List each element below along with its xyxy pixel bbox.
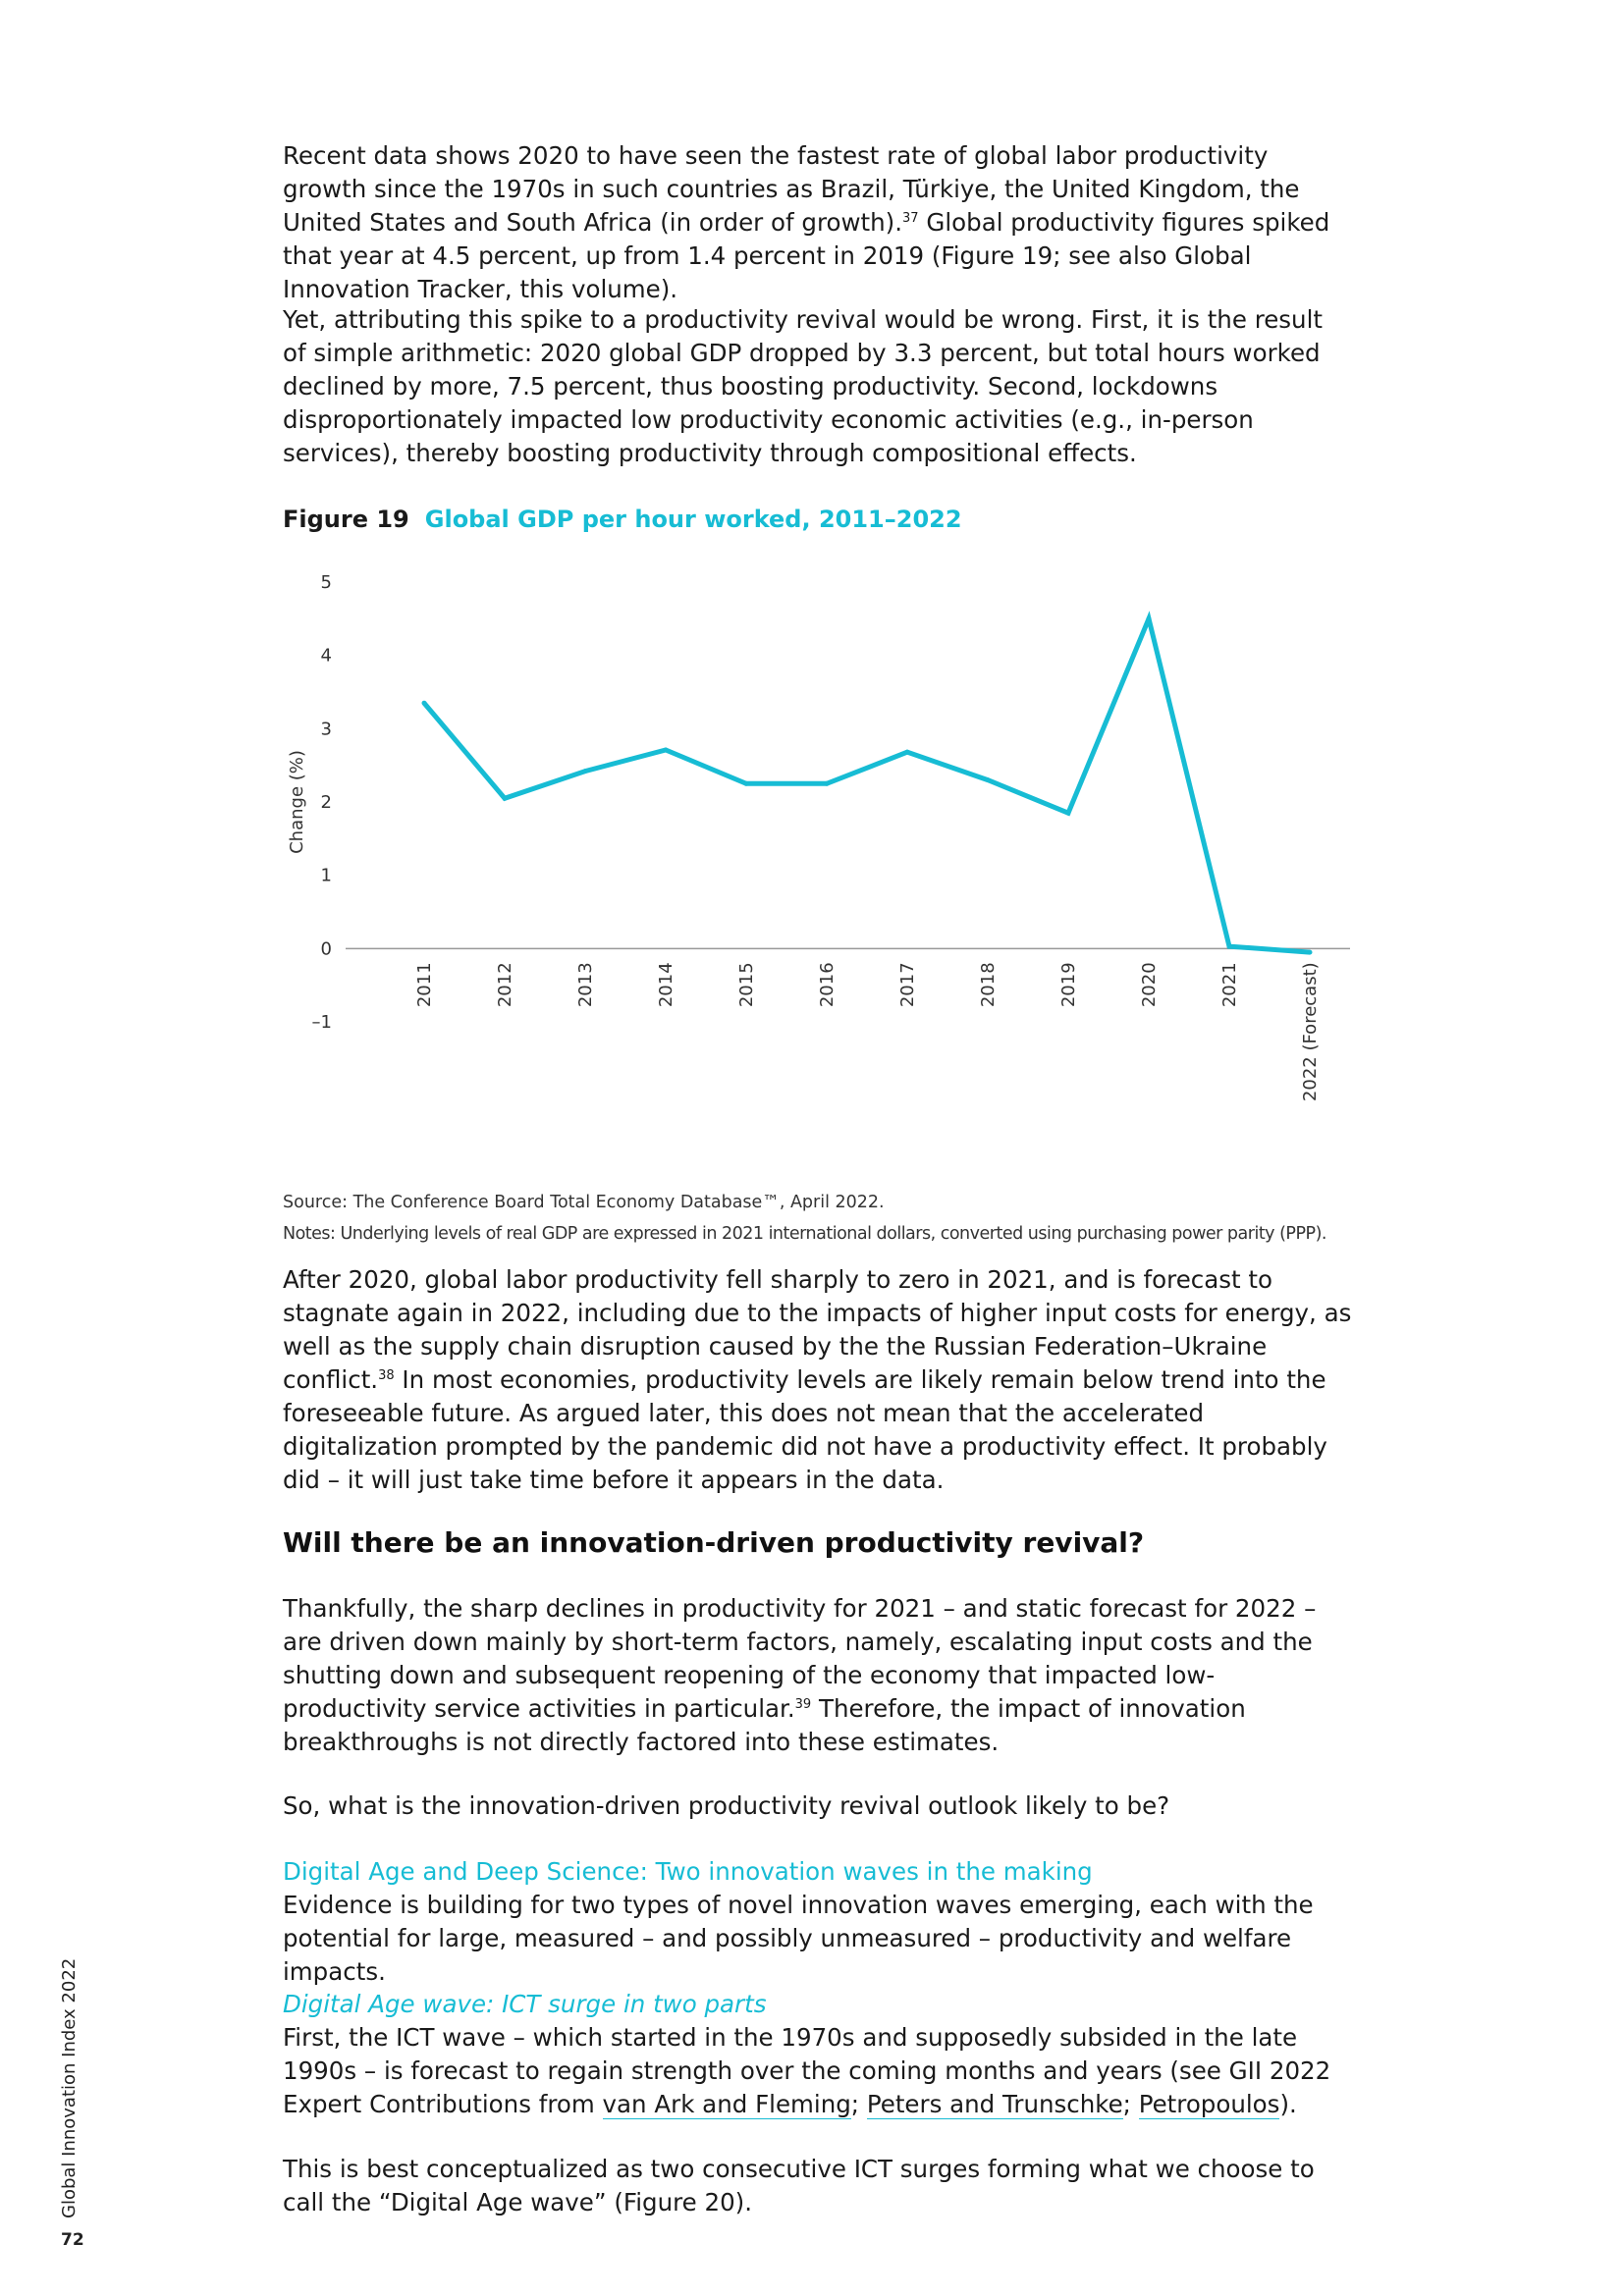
x-tick-label: 2013 (575, 962, 596, 1008)
x-tick-label: 2019 (1058, 962, 1079, 1008)
y-tick-label: 3 (320, 719, 332, 740)
figure-label: Figure 19 (283, 506, 409, 533)
subsection-ict-surge (283, 1988, 1353, 2121)
section-heading: Will there be an innovation-driven productivity revival? (283, 1526, 1145, 1559)
x-tick-label: 2015 (736, 962, 757, 1008)
footnote-ref: 38 (378, 1367, 395, 1383)
data-point (825, 781, 830, 786)
subsection-title: Digital Age and Deep Science: Two innovation waves in the making (283, 1857, 1093, 1886)
x-tick-label: 2016 (817, 962, 838, 1008)
y-axis-label: Change (%) (287, 750, 307, 854)
y-tick-label: 5 (320, 572, 332, 593)
x-tick-label: 2021 (1219, 962, 1240, 1008)
figure-notes: Notes: Underlying levels of real GDP are expressed in 2021 international dollars, converted using purchasing power parity (PPP). (283, 1224, 1326, 1244)
data-point (986, 777, 991, 782)
y-tick-label: –1 (311, 1012, 332, 1033)
paragraph-productivity-2020: Recent data shows 2020 to have seen the fastest rate of global labor productivity growth since the 1970s in such countries as Brazil, Türkiye, the United Kingdom, the United States and South Africa (in order of growth).$^{37}$ Global productivity figures spiked that year at 4.5 percent, up from 1.4 percent in 2019 (Figure 19; see also Global Innovation Tracker, this volume). (283, 141, 1330, 303)
paragraph-spike-explanation: Yet, attributing this spike to a productivity revival would be wrong. First, it is the result of simple arithmetic: 2020 global GDP dropped by 3.3 percent, but total hours worked declined by more, 7.5 percent, thus boosting productivity. Second, lockdowns disproportionately impacted low productivity economic activities (e.g., in-person services), thereby boosting productivity through compositional effects. (283, 305, 1324, 467)
x-tick-label: 2018 (978, 962, 999, 1008)
data-point (1066, 811, 1071, 816)
paragraph-thankfully: Thankfully, the sharp declines in productivity for 2021 – and static forecast for 2022 – are driven down mainly by short-term factors, namely, escalating input costs and the shutting down and subsequent reopening of the economy that impacted low-productivity service activities in particular.$^{39}$ Therefore, the impact of innovation breakthroughs is not directly factored into these estimates. (283, 1594, 1317, 1756)
footnote-ref: 39 (794, 1696, 812, 1712)
series-line (424, 618, 1310, 952)
paragraph-digital-age-wave: This is best conceptualized as two consecutive ICT surges forming what we choose to call the “Digital Age wave” (Figure 20). (283, 2155, 1315, 2216)
data-point (744, 781, 749, 786)
footnote-ref: 37 (902, 210, 919, 226)
y-tick-label: 4 (320, 645, 332, 667)
subsection-digital-deep-science (283, 1855, 1353, 1989)
link-van-ark-fleming[interactable]: van Ark and Fleming (602, 2090, 851, 2118)
data-point (583, 769, 588, 774)
data-point (1147, 616, 1152, 621)
x-tick-label: 2022 (Forecast) (1300, 962, 1321, 1102)
page-number: 72 (61, 2230, 84, 2250)
link-peters-trunschke[interactable]: Peters and Trunschke (866, 2090, 1123, 2118)
data-point (1227, 944, 1232, 949)
data-point (503, 796, 508, 801)
data-point (1308, 950, 1313, 955)
x-tick-label: 2017 (897, 962, 918, 1008)
data-point (422, 701, 427, 706)
paragraph-after-2020: After 2020, global labor productivity fell sharply to zero in 2021, and is forecast to stagnate again in 2022, including due to the impacts of higher input costs for energy, as well as the supply chain disruption caused by the the Russian Federation–Ukraine conflict.$^{38}$ In most economies, productivity levels are likely remain below trend into the foreseeable future. As argued later, this does not mean that the accelerated digitalization prompted by the pandemic did not have a productivity effect. It probably did – it will just take time before it appears in the data. (283, 1265, 1352, 1494)
y-tick-label: 2 (320, 792, 332, 813)
y-tick-label: 0 (320, 938, 332, 960)
figure-title (283, 503, 1353, 536)
figure-source: Source: The Conference Board Total Economy Database™, April 2022. (283, 1193, 885, 1212)
x-tick-label: 2012 (495, 962, 515, 1008)
publication-title: Global Innovation Index 2022 (59, 1957, 80, 2218)
figure-name: Global GDP per hour worked, 2011–2022 (424, 506, 962, 533)
subsection-body: First, the ICT wave – which started in the 1970s and supposedly subsided in the late 1990s – is forecast to regain strength over the coming months and years (see GII 2022 Expert Contributions from van Ark and Fleming; Peters and Trunschke; Petropoulos). (283, 2023, 1331, 2118)
subsection-body: Evidence is building for two types of novel innovation waves emerging, each with the potential for large, measured – and possibly unmeasured – productivity and welfare impacts. (283, 1891, 1314, 1986)
x-tick-label: 2014 (656, 962, 676, 1008)
x-tick-label: 2020 (1139, 962, 1160, 1008)
line-chart (275, 560, 1375, 1188)
link-petropoulos[interactable]: Petropoulos (1138, 2090, 1280, 2118)
data-point (664, 748, 669, 753)
data-point (905, 750, 910, 755)
subsection-title: Digital Age wave: ICT surge in two parts (283, 1990, 767, 2018)
y-tick-label: 1 (320, 865, 332, 886)
paragraph-outlook-question: So, what is the innovation-driven productivity revival outlook likely to be? (283, 1791, 1170, 1820)
x-tick-label: 2011 (414, 962, 435, 1008)
